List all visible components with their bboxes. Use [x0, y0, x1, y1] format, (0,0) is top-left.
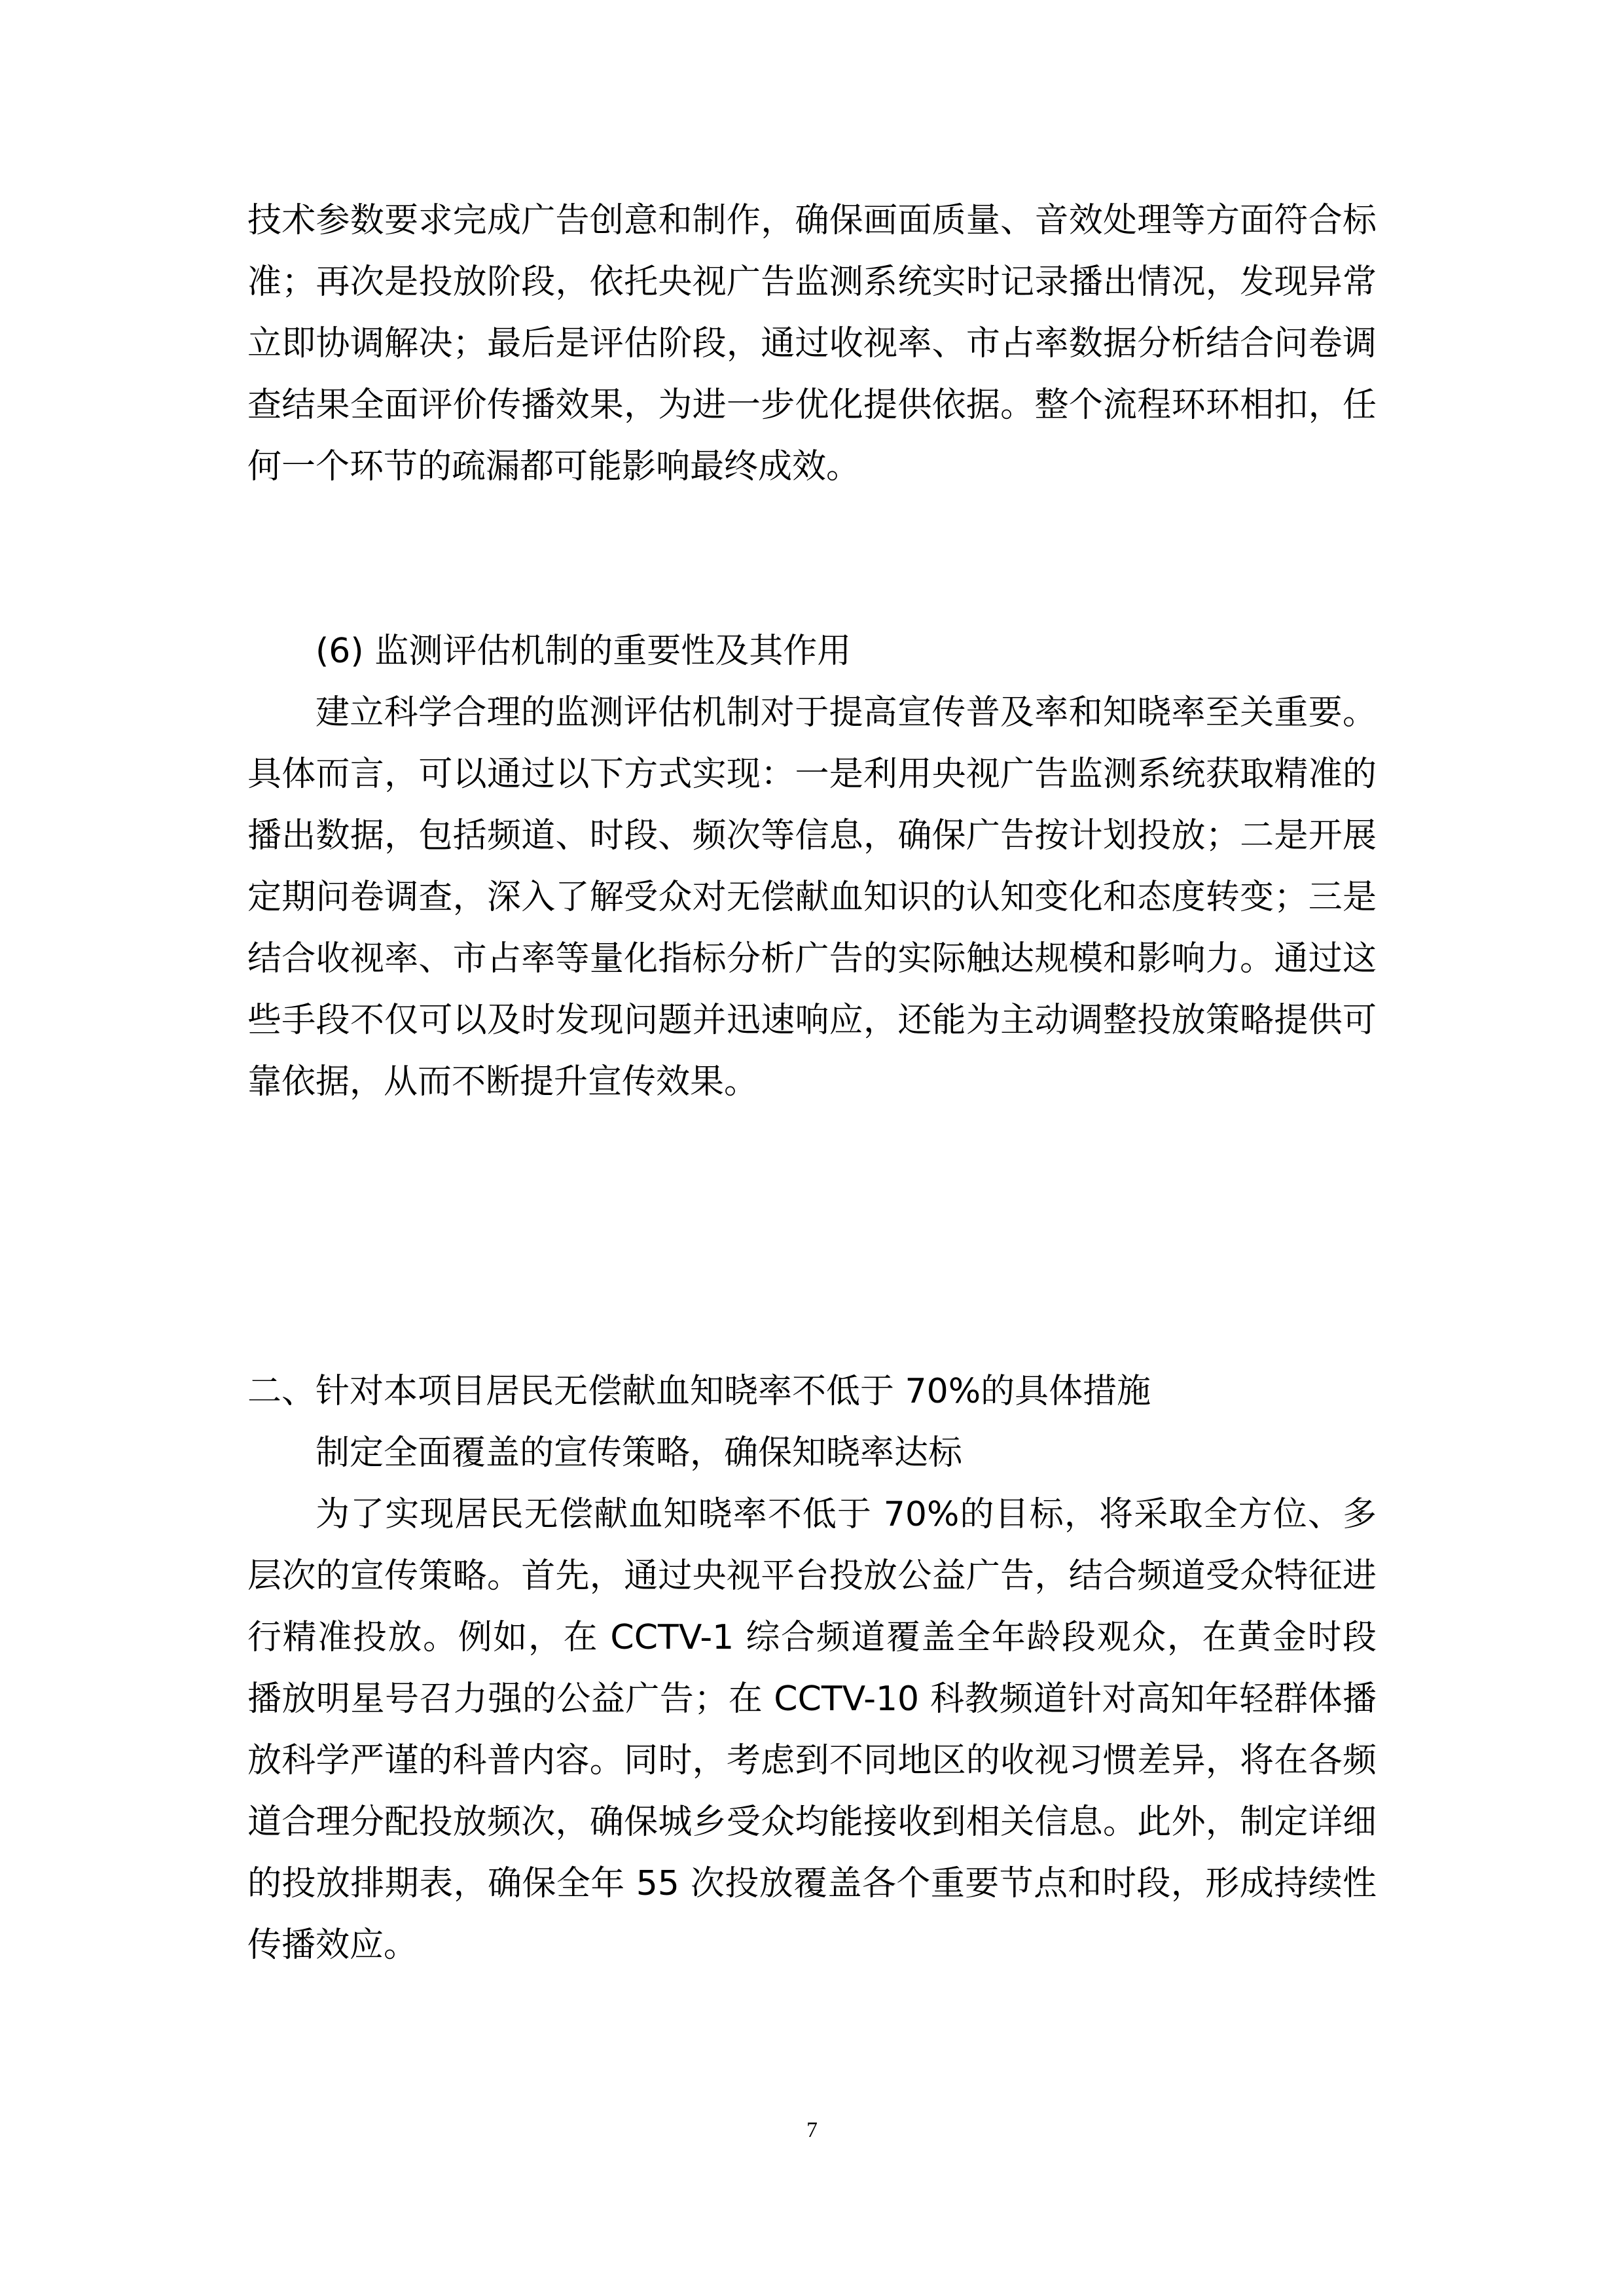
continuation-paragraph: 技术参数要求完成广告创意和制作，确保画面质量、音效处理等方面符合标准；再次是投放阶段，依托央视广告监测系统实时记录播出情况，发现异常立即协调解决；最后是评估阶段，通过收视率、市占率数据分析结合问卷调查结果全面评价传播效果，为进一步优化提供依据。整个流程环环相扣，任何一个环节的疏漏都可能影响最终成效。	[247, 201, 1377, 486]
subheading-monitoring-mechanism: (6) 监测评估机制的重要性及其作用	[316, 632, 852, 671]
monitoring-paragraph: 建立科学合理的监测评估机制对于提高宣传普及率和知晓率至关重要。具体而言，可以通过以下方式实现：一是利用央视广告监测系统获取精准的播出数据，包括频道、时段、频次等信息，确保广告按计划投放；二是开展定期问卷调查，深入了解受众对无偿献血知识的认知变化和态度转变；三是结合收视率、市占率等量化指标分析广告的实际触达规模和影响力。通过这些手段不仅可以及时发现问题并迅速响应，还能为主动调整投放策略提供可靠依据，从而不断提升宣传效果。	[247, 693, 1377, 1102]
page-number: 7	[806, 2118, 818, 2142]
strategy-subheading: 制定全面覆盖的宣传策略，确保知晓率达标	[316, 1433, 963, 1473]
strategy-paragraph: 为了实现居民无偿献血知晓率不低于 70%的目标，将采取全方位、多层次的宣传策略。首先，通过央视平台投放公益广告，结合频道受众特征进行精准投放。例如，在 CCTV-1 综合频道覆盖全年龄段观众，在黄金时段播放明星号召力强的公益广告；在 CCTV-10 科教频道针对高知年轻群体播放科学严谨的科普内容。同时，考虑到不同地区的收视习惯差异，将在各频道合理分配投放频次，确保城乡受众均能接收到相关信息。此外，制定详细的投放排期表，确保全年 55 次投放覆盖各个重要节点和时段，形成持续性传播效应。	[247, 1495, 1377, 1965]
section-heading-2: 二、针对本项目居民无偿献血知晓率不低于 70%的具体措施	[247, 1372, 1151, 1411]
